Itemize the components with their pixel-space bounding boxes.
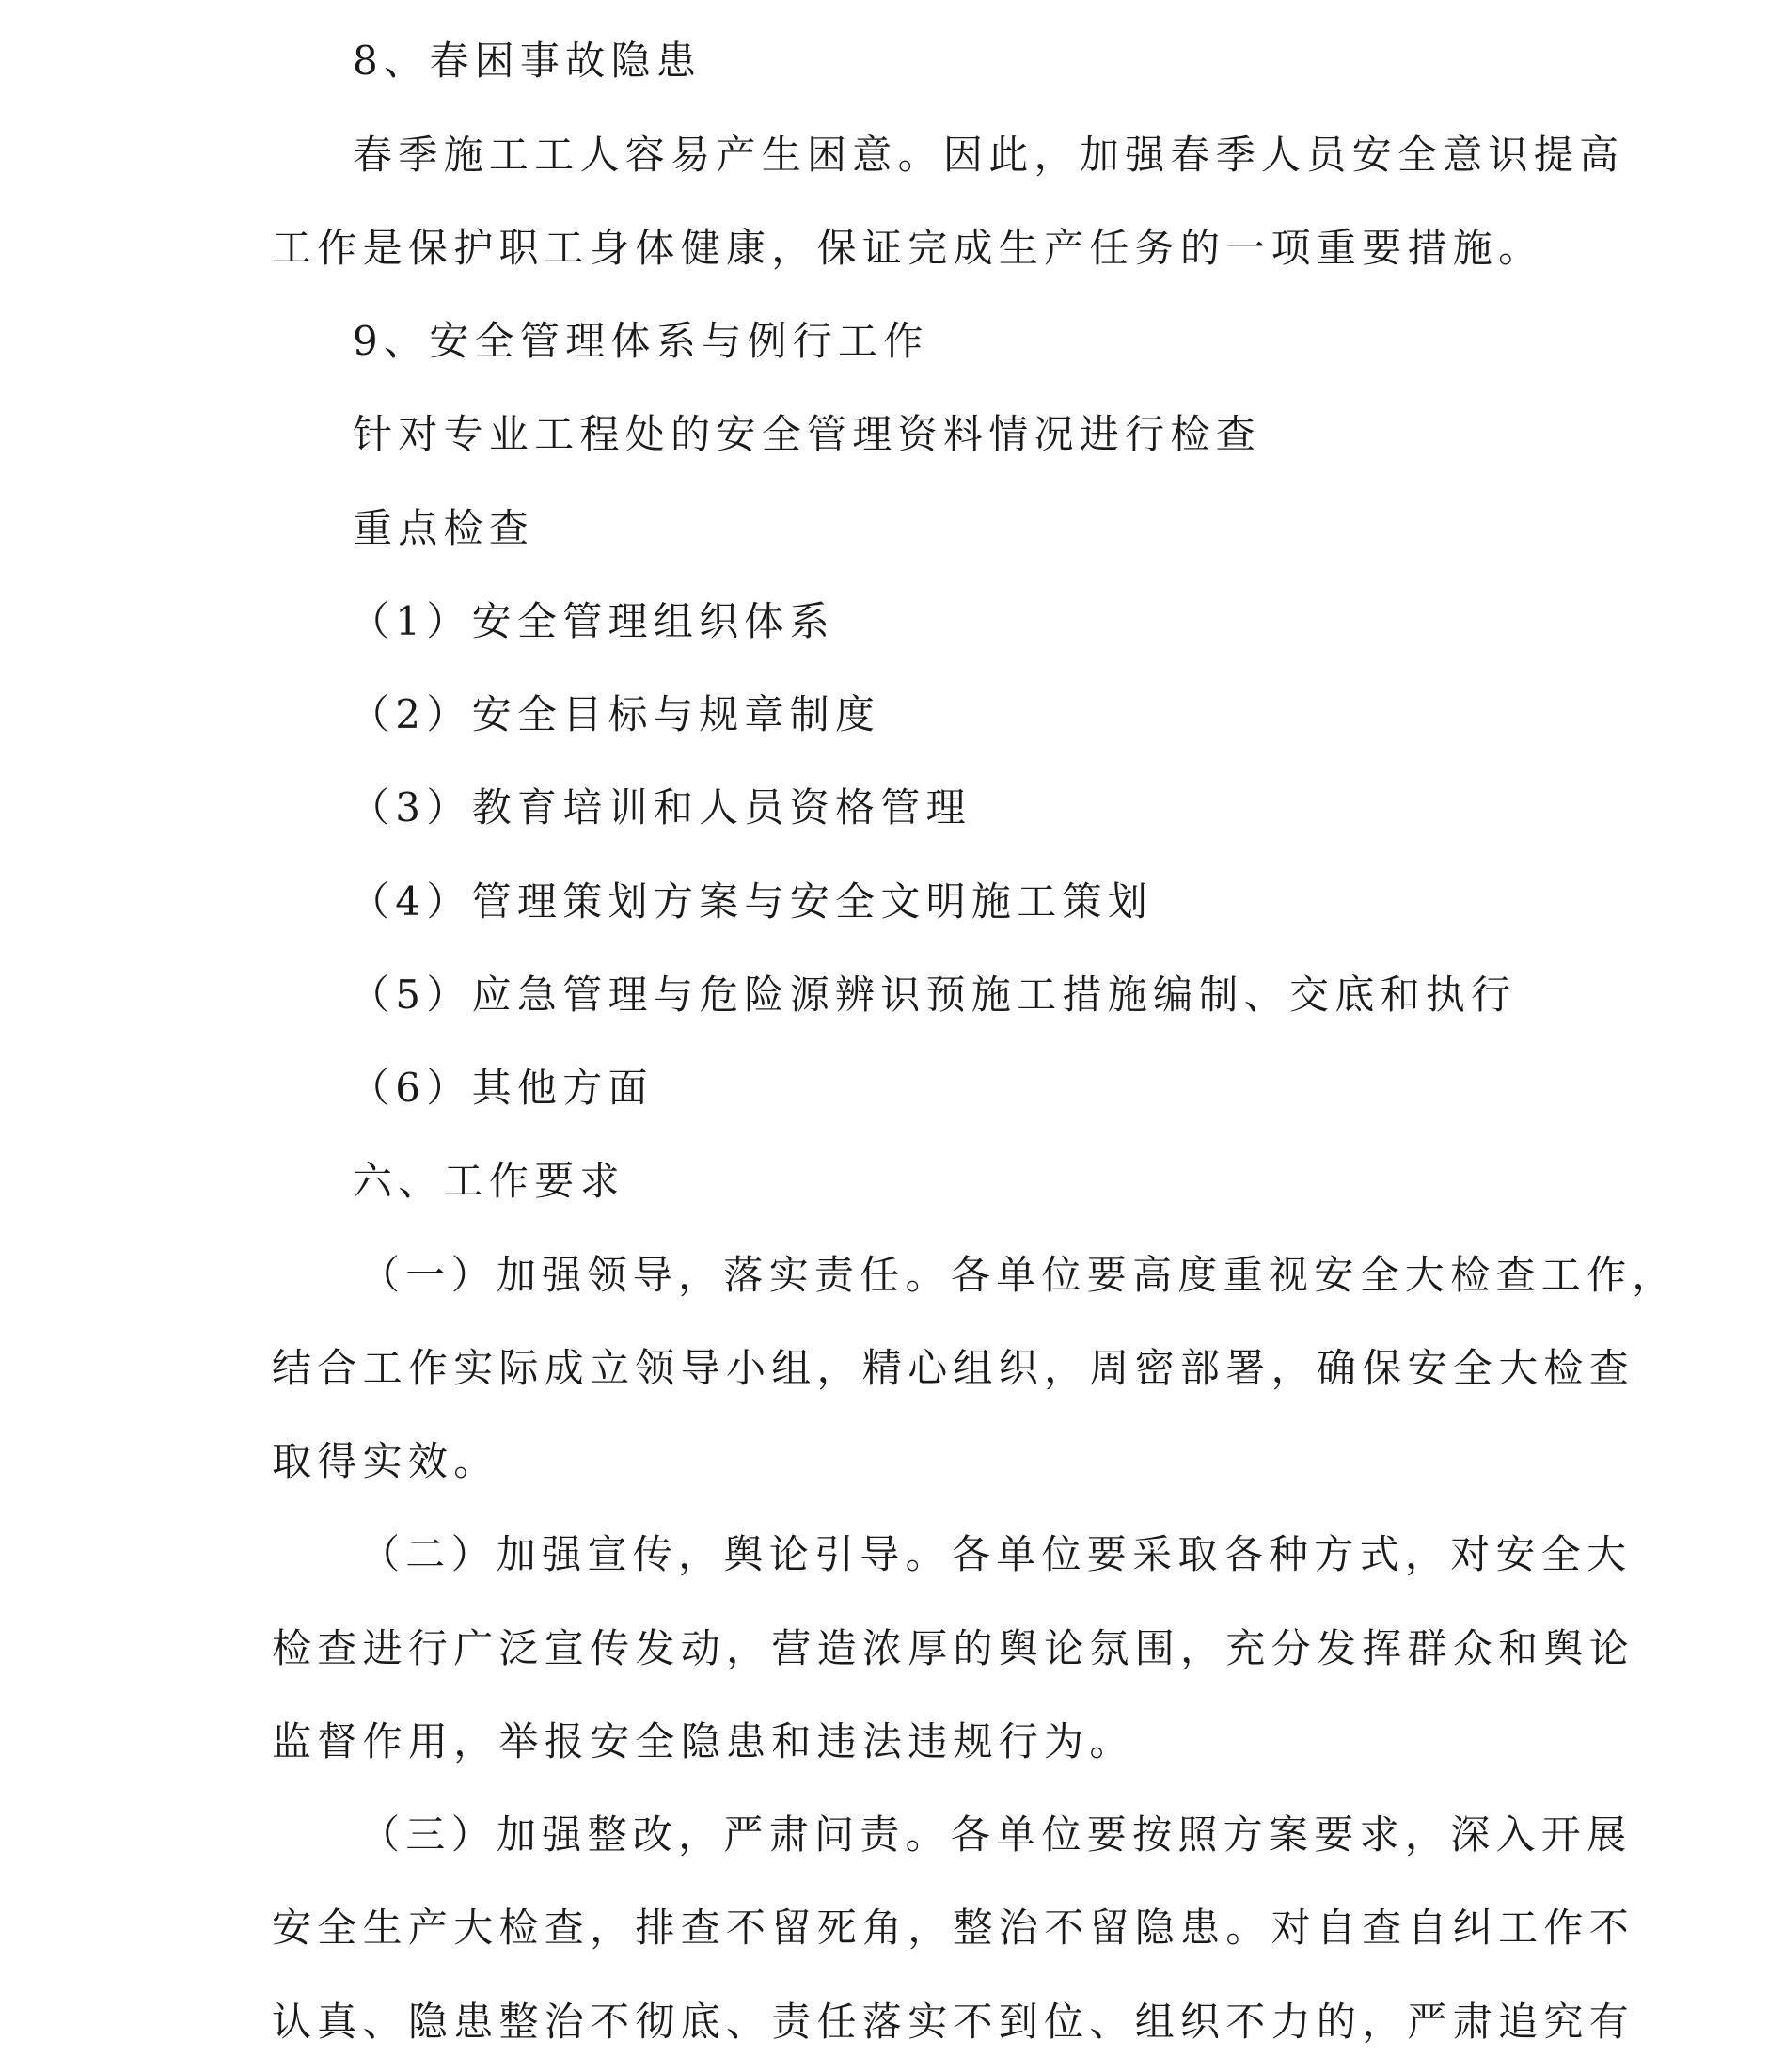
paragraph-line: （二）加强宣传，舆论引导。各单位要采取各种方式，对安全大 xyxy=(360,1531,1633,1577)
list-item: （3）教育培训和人员资格管理 xyxy=(350,784,971,830)
paragraph-line: （三）加强整改，严肃问责。各单位要按照方案要求，深入开展 xyxy=(360,1811,1633,1858)
list-item: （1）安全管理组织体系 xyxy=(350,598,836,644)
list-item: （5）应急管理与危险源辨识预施工措施编制、交底和执行 xyxy=(350,972,1517,1018)
paragraph-line: 取得实效。 xyxy=(272,1438,499,1484)
paragraph-line: 结合工作实际成立领导小组，精心组织，周密部署，确保安全大检查 xyxy=(272,1345,1635,1391)
list-item: （4）管理策划方案与安全文明施工策划 xyxy=(350,878,1154,925)
paragraph-line: 检查进行广泛宣传发动，营造浓厚的舆论氛围，充分发挥群众和舆论 xyxy=(272,1625,1635,1671)
section-heading-six: 六、工作要求 xyxy=(353,1158,625,1204)
paragraph-line: 监督作用，举报安全隐患和违法违规行为。 xyxy=(272,1718,1135,1764)
list-item: （2）安全目标与规章制度 xyxy=(350,691,881,737)
list-item: （6）其他方面 xyxy=(350,1065,654,1111)
paragraph-line: （一）加强领导，落实责任。各单位要高度重视安全大检查工作， xyxy=(360,1252,1678,1298)
paragraph-line: 工作是保护职工身体健康，保证完成生产任务的一项重要措施。 xyxy=(272,225,1544,271)
paragraph-line: 针对专业工程处的安全管理资料情况进行检查 xyxy=(353,411,1262,457)
paragraph-line: 安全生产大检查，排查不留死角，整治不留隐患。对自查自纠工作不 xyxy=(272,1905,1635,1951)
paragraph-line: 春季施工工人容易产生困意。因此，加强春季人员安全意识提高 xyxy=(353,132,1625,178)
section-heading-9: 9、安全管理体系与例行工作 xyxy=(353,318,929,364)
section-heading-8: 8、春困事故隐患 xyxy=(353,38,703,84)
paragraph-line: 认真、隐患整治不彻底、责任落实不到位、组织不力的，严肃追究有 xyxy=(272,1999,1635,2045)
paragraph-line: 重点检查 xyxy=(353,505,535,551)
